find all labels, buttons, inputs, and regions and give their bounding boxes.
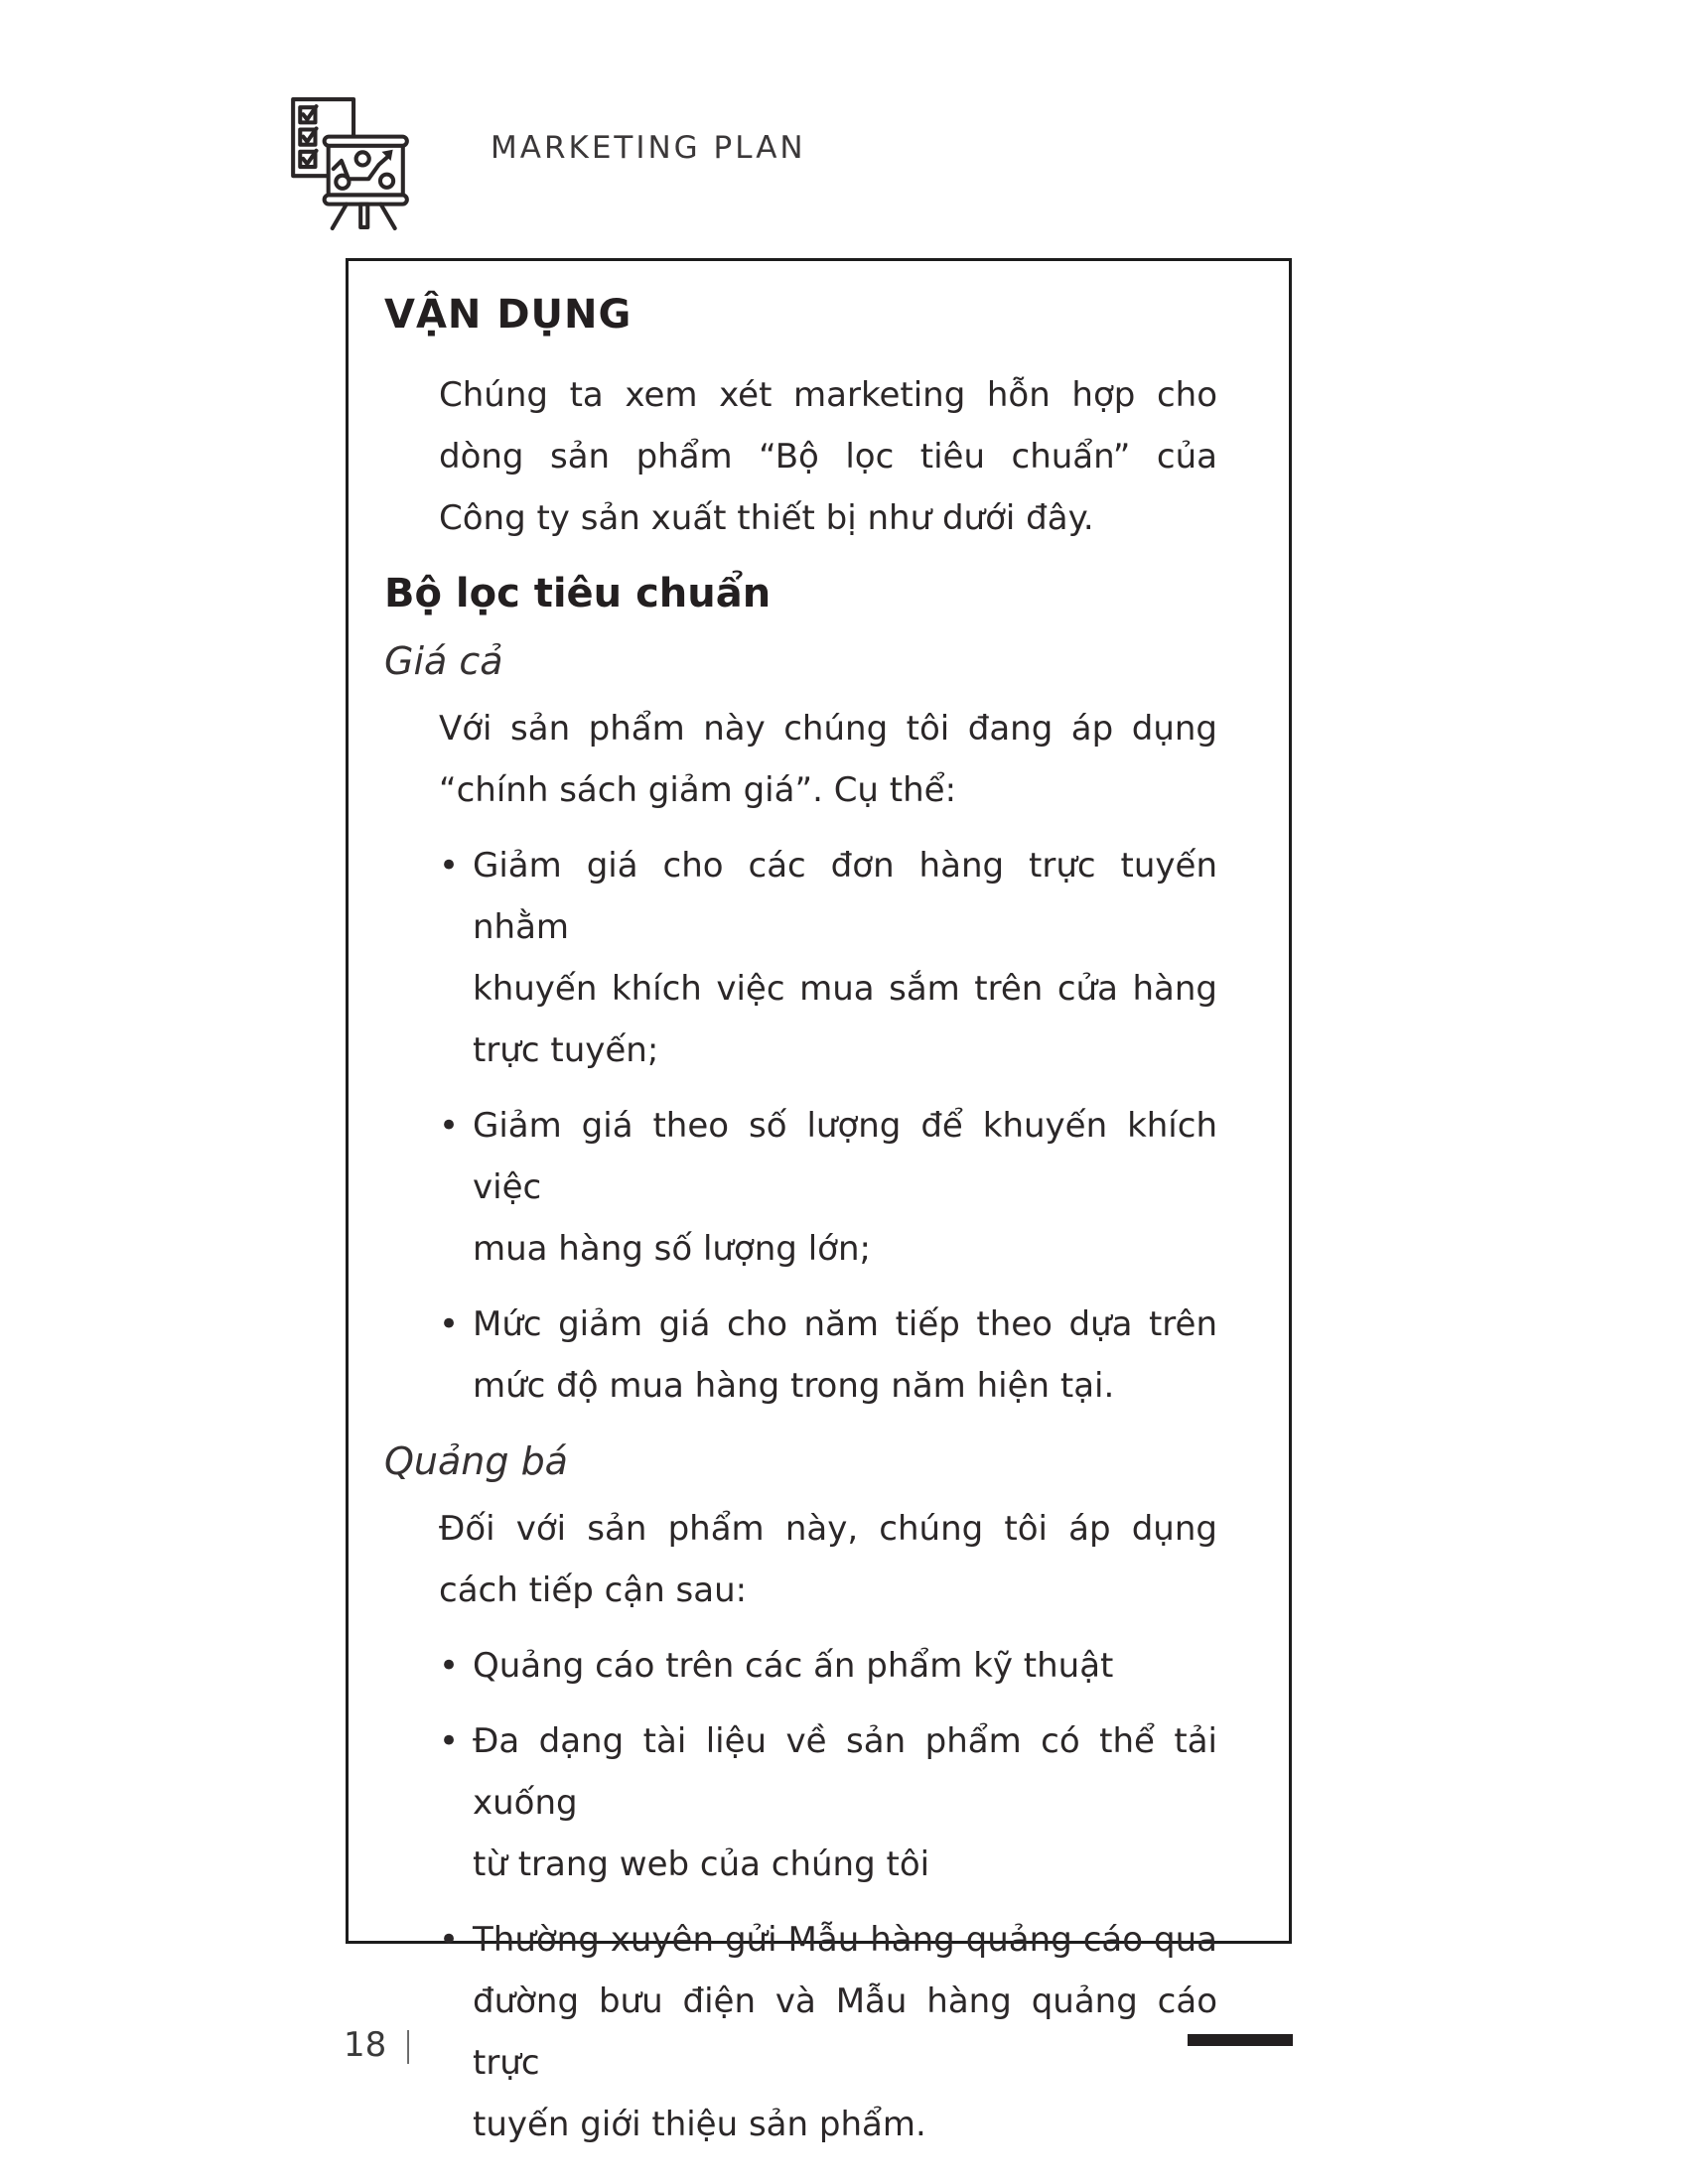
- list-line: Giảm giá cho các đơn hàng trực tuyến nhằm: [473, 846, 1217, 947]
- list-line: mua hàng số lượng lớn;: [473, 1229, 871, 1269]
- list-line: Mức giảm giá cho năm tiếp theo dựa trên: [473, 1304, 1217, 1344]
- list-line: trực tuyến;: [473, 1030, 659, 1070]
- paragraph-line: Công ty sản xuất thiết bị như dưới đây.: [439, 498, 1094, 538]
- list-item: [439, 1909, 1217, 2155]
- bullet-icon: •: [439, 1106, 460, 1146]
- list-line: từ trang web của chúng tôi: [473, 1844, 930, 1884]
- paragraph-line: cách tiếp cận sau:: [439, 1570, 748, 1610]
- list-item-text: [473, 835, 1217, 1081]
- footer-rule-bar: [1188, 2034, 1293, 2046]
- list-item-text: [473, 1909, 1217, 2155]
- list-item: [439, 1710, 1217, 1895]
- bullet-icon: •: [439, 1304, 460, 1344]
- list-line: đường bưu điện và Mẫu hàng quảng cáo trực: [473, 1981, 1217, 2083]
- list-item: [439, 1294, 1217, 1417]
- paragraph-line: Với sản phẩm này chúng tôi đang áp dụng: [439, 709, 1217, 749]
- list-item-text: [473, 1095, 1217, 1280]
- presentation-board-checklist-icon: [290, 96, 409, 231]
- list-line: Quảng cáo trên các ấn phẩm kỹ thuật: [473, 1646, 1114, 1686]
- bullet-icon: •: [439, 1721, 460, 1761]
- list-item: [439, 1635, 1217, 1697]
- list-item-text: [473, 1710, 1217, 1895]
- intro-paragraph: [439, 364, 1217, 549]
- page-header-title: MARKETING PLAN: [491, 130, 806, 166]
- list-line: Đa dạng tài liệu về sản phẩm có thể tải xuống: [473, 1721, 1217, 1823]
- price-paragraph: [439, 698, 1217, 821]
- list-line: khuyến khích việc mua sắm trên cửa hàng: [473, 969, 1217, 1009]
- paragraph-line: “chính sách giảm giá”. Cụ thể:: [439, 770, 957, 810]
- paragraph-line: dòng sản phẩm “Bộ lọc tiêu chuẩn” của: [439, 437, 1217, 477]
- subheading-gia-ca: Giá cả: [384, 639, 503, 683]
- bullet-icon: •: [439, 846, 460, 886]
- list-line: tuyến giới thiệu sản phẩm.: [473, 2105, 926, 2144]
- page-number: [344, 2023, 414, 2067]
- subheading-quang-ba: Quảng bá: [384, 1439, 568, 1483]
- list-item: [439, 1095, 1217, 1280]
- bullet-icon: •: [439, 1920, 460, 1960]
- list-line: Giảm giá theo số lượng để khuyến khích việc: [473, 1106, 1217, 1207]
- list-line: Thường xuyên gửi Mẫu hàng quảng cáo qua: [473, 1920, 1217, 1960]
- product-heading: Bộ lọc tiêu chuẩn: [384, 571, 772, 616]
- paragraph-line: Chúng ta xem xét marketing hỗn hợp cho: [439, 375, 1217, 415]
- promotion-paragraph: [439, 1498, 1217, 1621]
- list-item: [439, 835, 1217, 1081]
- list-item-text: [473, 1294, 1217, 1417]
- bullet-icon: •: [439, 1646, 460, 1686]
- list-line: mức độ mua hàng trong năm hiện tại.: [473, 1366, 1115, 1406]
- page-number-divider: |: [402, 2025, 414, 2065]
- paragraph-line: Đối với sản phẩm này, chúng tôi áp dụng: [439, 1509, 1217, 1549]
- page-number-value: 18: [344, 2025, 387, 2065]
- list-item-text: [473, 1635, 1217, 1697]
- section-heading-van-dung: VẬN DỤNG: [384, 292, 633, 338]
